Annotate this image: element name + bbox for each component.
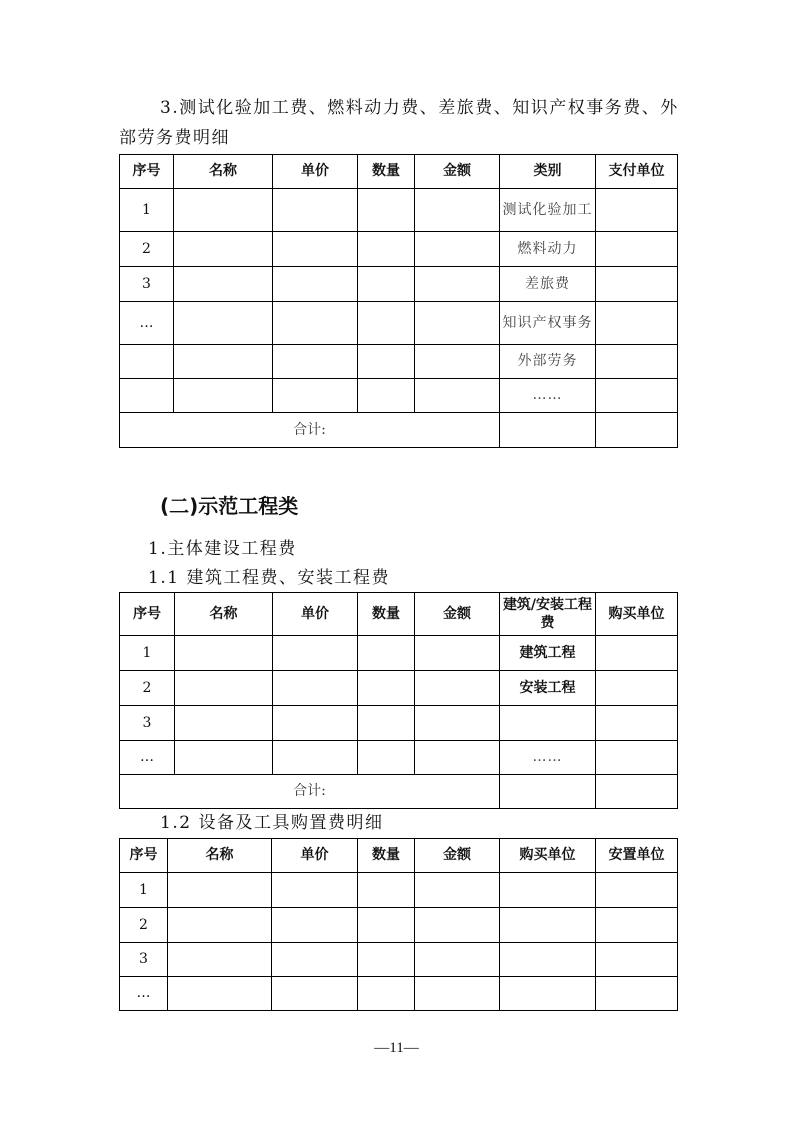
empty-cell	[596, 636, 678, 671]
empty-cell	[415, 741, 500, 775]
empty-cell	[273, 345, 358, 379]
empty-cell	[500, 943, 596, 977]
empty-cell	[596, 873, 678, 908]
category-cell: 外部劳务	[500, 345, 596, 379]
header-cell: 支付单位	[596, 155, 678, 189]
empty-cell	[415, 189, 500, 232]
header-cell: 购买单位	[500, 839, 596, 873]
row-number: 3	[120, 943, 168, 977]
empty-cell	[415, 302, 500, 345]
empty-cell	[168, 908, 272, 943]
empty-cell	[415, 706, 500, 741]
empty-cell	[358, 741, 415, 775]
category-cell: 差旅费	[500, 267, 596, 302]
header-cell: 类别	[500, 155, 596, 189]
empty-cell	[168, 977, 272, 1011]
empty-cell	[174, 302, 273, 345]
building-install-table	[119, 592, 678, 809]
header-cell: 数量	[358, 155, 415, 189]
empty-cell	[596, 413, 678, 448]
empty-cell	[273, 671, 358, 706]
category-cell: 知识产权事务	[500, 302, 596, 345]
empty-cell	[596, 671, 678, 706]
empty-cell	[358, 671, 415, 706]
empty-cell	[175, 741, 273, 775]
table-row	[120, 741, 678, 775]
section3-heading-line1: 3.测试化验加工费、燃料动力费、差旅费、知识产权事务费、外	[160, 98, 679, 118]
test-fuel-travel-ip-labor-table	[119, 154, 678, 448]
table-row	[120, 977, 678, 1011]
empty-cell	[415, 636, 500, 671]
empty-cell	[358, 232, 415, 267]
empty-cell	[596, 741, 678, 775]
empty-cell	[596, 302, 678, 345]
row-number: 1	[120, 189, 174, 232]
empty-cell	[596, 267, 678, 302]
table-row	[120, 873, 678, 908]
table-header-row	[120, 593, 678, 636]
empty-cell	[596, 189, 678, 232]
empty-cell	[168, 943, 272, 977]
empty-cell	[596, 232, 678, 267]
empty-cell	[273, 741, 358, 775]
empty-cell	[596, 379, 678, 413]
row-number: 1	[120, 873, 168, 908]
row-number: 2	[120, 671, 175, 706]
empty-cell	[500, 873, 596, 908]
empty-cell	[272, 873, 358, 908]
empty-cell	[174, 345, 273, 379]
category-cell: 安装工程	[500, 671, 596, 706]
empty-cell	[168, 873, 272, 908]
empty-cell	[358, 706, 415, 741]
header-cell: 序号	[120, 155, 174, 189]
empty-cell	[273, 302, 358, 345]
header-cell: 数量	[358, 839, 415, 873]
empty-cell	[358, 267, 415, 302]
empty-cell	[500, 413, 596, 448]
row-number: 3	[120, 706, 175, 741]
empty-cell	[358, 977, 415, 1011]
empty-cell	[358, 908, 415, 943]
table-row	[120, 189, 678, 232]
empty-cell	[174, 232, 273, 267]
empty-cell	[415, 671, 500, 706]
table-row	[120, 302, 678, 345]
category-cell: 建筑工程	[500, 636, 596, 671]
table-row	[120, 267, 678, 302]
empty-cell	[596, 943, 678, 977]
total-row	[120, 775, 678, 809]
empty-cell	[415, 379, 500, 413]
table-row	[120, 943, 678, 977]
empty-cell	[174, 379, 273, 413]
row-number: 3	[120, 267, 174, 302]
table-header-row	[120, 839, 678, 873]
category-cell	[500, 706, 596, 741]
empty-cell	[272, 943, 358, 977]
section3-heading-line2: 部劳务费明细	[119, 128, 230, 148]
empty-cell	[500, 775, 596, 809]
row-number	[120, 345, 174, 379]
empty-cell	[596, 706, 678, 741]
header-cell: 购买单位	[596, 593, 678, 636]
empty-cell	[415, 232, 500, 267]
header-cell: 金额	[415, 839, 500, 873]
table-row	[120, 345, 678, 379]
row-number: …	[120, 741, 175, 775]
empty-cell	[175, 706, 273, 741]
row-number: …	[120, 977, 168, 1011]
section-two-title: (二)示范工程类	[160, 494, 299, 518]
equipment-purchase-table	[119, 838, 678, 1011]
header-cell: 数量	[358, 593, 415, 636]
table-header-row	[120, 155, 678, 189]
category-cell: ……	[500, 379, 596, 413]
empty-cell	[175, 636, 273, 671]
empty-cell	[358, 379, 415, 413]
empty-cell	[596, 775, 678, 809]
empty-cell	[596, 977, 678, 1011]
table-row	[120, 379, 678, 413]
header-cell: 建筑/安装工程费	[500, 593, 596, 636]
table-row	[120, 636, 678, 671]
header-cell: 单价	[273, 155, 358, 189]
header-cell: 序号	[120, 839, 168, 873]
table-row	[120, 908, 678, 943]
equipment-heading: 1.2 设备及工具购置费明细	[160, 813, 384, 833]
header-cell: 单价	[272, 839, 358, 873]
page-number: —11—	[374, 1040, 419, 1056]
empty-cell	[273, 189, 358, 232]
empty-cell	[415, 345, 500, 379]
header-cell: 序号	[120, 593, 175, 636]
header-cell: 名称	[168, 839, 272, 873]
category-cell: ……	[500, 741, 596, 775]
total-label: 合计:	[120, 413, 500, 448]
row-number: …	[120, 302, 174, 345]
building-install-heading: 1.1 建筑工程费、安装工程费	[148, 568, 390, 588]
empty-cell	[358, 873, 415, 908]
empty-cell	[358, 302, 415, 345]
empty-cell	[500, 908, 596, 943]
table-row	[120, 671, 678, 706]
empty-cell	[596, 345, 678, 379]
empty-cell	[272, 977, 358, 1011]
main-construction-heading: 1.主体建设工程费	[148, 539, 297, 559]
empty-cell	[415, 943, 500, 977]
empty-cell	[174, 189, 273, 232]
empty-cell	[272, 908, 358, 943]
header-cell: 名称	[175, 593, 273, 636]
total-label: 合计:	[120, 775, 500, 809]
empty-cell	[273, 379, 358, 413]
row-number: 2	[120, 908, 168, 943]
row-number: 1	[120, 636, 175, 671]
row-number: 2	[120, 232, 174, 267]
table-row	[120, 706, 678, 741]
row-number	[120, 379, 174, 413]
total-row	[120, 413, 678, 448]
empty-cell	[273, 636, 358, 671]
empty-cell	[175, 671, 273, 706]
empty-cell	[415, 873, 500, 908]
category-cell: 燃料动力	[500, 232, 596, 267]
category-cell: 测试化验加工	[500, 189, 596, 232]
header-cell: 金额	[415, 155, 500, 189]
empty-cell	[358, 189, 415, 232]
empty-cell	[174, 267, 273, 302]
empty-cell	[415, 908, 500, 943]
empty-cell	[358, 345, 415, 379]
empty-cell	[500, 977, 596, 1011]
empty-cell	[415, 977, 500, 1011]
empty-cell	[415, 267, 500, 302]
header-cell: 名称	[174, 155, 273, 189]
empty-cell	[273, 232, 358, 267]
empty-cell	[358, 943, 415, 977]
empty-cell	[273, 706, 358, 741]
table-row	[120, 232, 678, 267]
header-cell: 金额	[415, 593, 500, 636]
empty-cell	[273, 267, 358, 302]
header-cell: 单价	[273, 593, 358, 636]
empty-cell	[358, 636, 415, 671]
empty-cell	[596, 908, 678, 943]
header-cell: 安置单位	[596, 839, 678, 873]
